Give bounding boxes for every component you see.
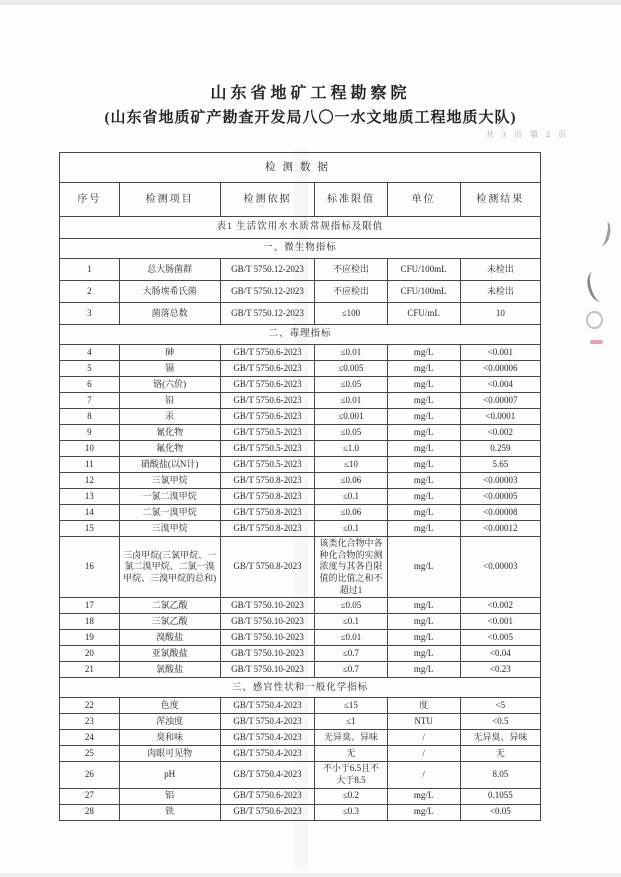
cell-item: 二氯乙酸 [119, 598, 220, 614]
cell-seq: 14 [60, 505, 120, 521]
cell-unit: mg/L [387, 361, 460, 377]
cell-result: <0.00007 [460, 393, 540, 409]
cell-seq: 10 [60, 441, 120, 457]
cell-seq: 5 [60, 361, 120, 377]
table-row [60, 281, 541, 303]
cell-seq: 2 [60, 281, 120, 303]
cell-result: <0.002 [460, 598, 540, 614]
cell-result: 10 [460, 303, 540, 325]
cell-unit: mg/L [387, 521, 460, 537]
cell-basis: GB/T 5750.6-2023 [220, 345, 315, 361]
cell-limit: ≤0.3 [315, 804, 387, 820]
table-row [60, 409, 541, 425]
cell-item: 镉 [119, 361, 220, 377]
table-row [60, 646, 541, 662]
cell-result: 0.1055 [460, 788, 540, 804]
cell-result: <0.002 [460, 425, 540, 441]
document-subtitle: (山东省地质矿产勘查开发局八〇一水文地质工程地质大队) [104, 110, 517, 126]
table-row [60, 598, 541, 614]
cell-seq: 8 [60, 409, 120, 425]
cell-unit: / [387, 746, 460, 762]
cell-seq: 3 [60, 303, 120, 325]
cell-basis: GB/T 5750.8-2023 [220, 537, 315, 598]
cell-result: <0.00003 [460, 537, 540, 598]
section-heading: 三、感官性状和一般化学指标 [60, 678, 541, 698]
cell-result: 无 [460, 746, 540, 762]
cell-limit: ≤0.05 [315, 377, 387, 393]
cell-result: <5 [460, 698, 540, 714]
table-row [60, 441, 541, 457]
cell-seq: 27 [60, 788, 120, 804]
cell-unit: mg/L [387, 804, 460, 820]
cell-unit: mg/L [387, 788, 460, 804]
cell-unit: mg/L [387, 409, 460, 425]
cell-basis: GB/T 5750.10-2023 [220, 630, 315, 646]
cell-seq: 13 [60, 489, 120, 505]
cell-limit: ≤10 [315, 457, 387, 473]
cell-item: 菌落总数 [119, 303, 220, 325]
cell-item: 砷 [119, 345, 220, 361]
cell-unit: mg/L [387, 614, 460, 630]
cell-item: 色度 [119, 698, 220, 714]
cell-item: 肉眼可见物 [119, 746, 220, 762]
cell-item: 溴酸盐 [119, 630, 220, 646]
cell-unit: mg/L [387, 425, 460, 441]
cell-seq: 23 [60, 714, 120, 730]
table-row [60, 788, 541, 804]
cell-item: 氰化物 [119, 425, 220, 441]
cell-limit: 该类化合物中各种化合物的实测浓度与其各自限值的比值之和不超过1 [315, 537, 387, 598]
cell-limit: ≤1 [315, 714, 387, 730]
cell-item: 氟化物 [119, 441, 220, 457]
cell-basis: GB/T 5750.5-2023 [220, 425, 315, 441]
cell-item: pH [119, 762, 220, 788]
cell-limit: ≤0.01 [315, 630, 387, 646]
cell-limit: 不应检出 [315, 281, 387, 303]
cell-basis: GB/T 5750.6-2023 [220, 804, 315, 820]
cell-limit: ≤0.001 [315, 409, 387, 425]
cell-basis: GB/T 5750.10-2023 [220, 598, 315, 614]
cell-limit: 无异臭、异味 [315, 730, 387, 746]
cell-item: 三氯乙酸 [119, 614, 220, 630]
cell-seq: 16 [60, 537, 120, 598]
cell-seq: 21 [60, 662, 120, 678]
cell-unit: mg/L [387, 457, 460, 473]
table-row [60, 425, 541, 441]
cell-limit: ≤1.0 [315, 441, 387, 457]
document-title: 山东省地矿工程勘察院 [210, 85, 411, 102]
cell-seq: 22 [60, 698, 120, 714]
cell-seq: 15 [60, 521, 120, 537]
cell-item: 汞 [119, 409, 220, 425]
cell-seq: 19 [60, 630, 120, 646]
cell-basis: GB/T 5750.4-2023 [220, 698, 315, 714]
table-row [60, 303, 541, 325]
cell-result: <0.5 [460, 714, 540, 730]
cell-limit: ≤0.05 [315, 425, 387, 441]
red-seal-fragment-icon [596, 220, 613, 247]
cell-limit: ≤0.05 [315, 598, 387, 614]
cell-unit: mg/L [387, 537, 460, 598]
cell-unit: mg/L [387, 662, 460, 678]
table-row [60, 537, 541, 598]
cell-item: 三溴甲烷 [119, 521, 220, 537]
table-row [60, 714, 541, 730]
cell-seq: 11 [60, 457, 120, 473]
table-row [60, 473, 541, 489]
cell-result: <0.001 [460, 345, 540, 361]
table-row [60, 377, 541, 393]
cell-unit: / [387, 762, 460, 788]
table-row [60, 345, 541, 361]
table-row [60, 361, 541, 377]
cell-basis: GB/T 5750.4-2023 [220, 762, 315, 788]
cell-item: 浑浊度 [119, 714, 220, 730]
cell-item: 二氯一溴甲烷 [119, 505, 220, 521]
cell-result: <0.05 [460, 804, 540, 820]
cell-unit: mg/L [387, 345, 460, 361]
cell-seq: 20 [60, 646, 120, 662]
cell-basis: GB/T 5750.12-2023 [220, 281, 315, 303]
cell-seq: 25 [60, 746, 120, 762]
cell-item: 三氯甲烷 [119, 473, 220, 489]
table-row [60, 457, 541, 473]
cell-basis: GB/T 5750.12-2023 [220, 303, 315, 325]
cell-item: 亚氯酸盐 [119, 646, 220, 662]
cell-basis: GB/T 5750.8-2023 [220, 489, 315, 505]
cell-result: <0.00005 [460, 489, 540, 505]
cell-basis: GB/T 5750.8-2023 [220, 505, 315, 521]
cell-limit: ≤0.005 [315, 361, 387, 377]
cell-result: 无异臭、异味 [460, 730, 540, 746]
cell-limit: 不应检出 [315, 259, 387, 281]
section-heading-row [60, 239, 541, 259]
table-row [60, 521, 541, 537]
cell-unit: 度 [387, 698, 460, 714]
cell-seq: 1 [60, 259, 120, 281]
cell-item: 氯酸盐 [119, 662, 220, 678]
cell-seq: 17 [60, 598, 120, 614]
table-row [60, 746, 541, 762]
cell-result: <0.23 [460, 662, 540, 678]
cell-limit: ≤0.1 [315, 614, 387, 630]
cell-limit: 无 [315, 746, 387, 762]
cell-unit: CFU/100mL [387, 281, 460, 303]
cell-basis: GB/T 5750.4-2023 [220, 730, 315, 746]
cell-basis: GB/T 5750.4-2023 [220, 746, 315, 762]
cell-seq: 28 [60, 804, 120, 820]
cell-result: <0.005 [460, 630, 540, 646]
cell-unit: / [387, 730, 460, 746]
section-heading-row [60, 325, 541, 345]
red-seal-fragment-icon [584, 269, 610, 304]
cell-item: 铁 [119, 804, 220, 820]
col-header-basis: 检测依据 [220, 183, 315, 217]
cell-basis: GB/T 5750.8-2023 [220, 473, 315, 489]
cell-result: <0.0001 [460, 409, 540, 425]
table-row [60, 804, 541, 820]
cell-item: 铝 [119, 788, 220, 804]
col-header-item: 检测项目 [119, 183, 220, 217]
table-row [60, 662, 541, 678]
cell-seq: 12 [60, 473, 120, 489]
cell-item: 三卤甲烷(三氯甲烷、一氯二溴甲烷、二氯一溴甲烷、三溴甲烷的总和) [119, 537, 220, 598]
section-heading-row [60, 678, 541, 698]
cell-limit: ≤0.06 [315, 505, 387, 521]
cell-basis: GB/T 5750.6-2023 [220, 361, 315, 377]
cell-seq: 18 [60, 614, 120, 630]
cell-result: <0.04 [460, 646, 540, 662]
cell-basis: GB/T 5750.8-2023 [220, 521, 315, 537]
cell-basis: GB/T 5750.5-2023 [220, 457, 315, 473]
cell-unit: mg/L [387, 505, 460, 521]
cell-result: <0.001 [460, 614, 540, 630]
cell-result: 未检出 [460, 281, 540, 303]
cell-item: 大肠埃希氏菌 [119, 281, 220, 303]
table-caption: 检测数据 [60, 153, 541, 183]
cell-basis: GB/T 5750.4-2023 [220, 714, 315, 730]
test-data-table [59, 152, 541, 821]
table-row [60, 730, 541, 746]
col-header-seq: 序号 [60, 183, 120, 217]
cell-unit: NTU [387, 714, 460, 730]
cell-limit: ≤100 [315, 303, 387, 325]
cell-basis: GB/T 5750.10-2023 [220, 614, 315, 630]
cell-result: <0.004 [460, 377, 540, 393]
cell-limit: ≤15 [315, 698, 387, 714]
cell-seq: 26 [60, 762, 120, 788]
cell-limit: ≤0.1 [315, 521, 387, 537]
cell-limit: ≤0.1 [315, 489, 387, 505]
cell-item: 铅 [119, 393, 220, 409]
cell-result: 8.05 [460, 762, 540, 788]
cell-unit: mg/L [387, 393, 460, 409]
cell-result: <0.00006 [460, 361, 540, 377]
section-heading: 二、毒理指标 [60, 325, 541, 345]
cell-basis: GB/T 5750.12-2023 [220, 259, 315, 281]
cell-basis: GB/T 5750.10-2023 [220, 646, 315, 662]
cell-limit: ≤0.7 [315, 662, 387, 678]
cell-seq: 9 [60, 425, 120, 441]
cell-unit: mg/L [387, 630, 460, 646]
cell-basis: GB/T 5750.10-2023 [220, 662, 315, 678]
scan-edge-top [0, 0, 621, 5]
cell-seq: 7 [60, 393, 120, 409]
cell-item: 总大肠菌群 [119, 259, 220, 281]
section-heading: 一、微生物指标 [60, 239, 541, 259]
table-subtitle-row [60, 217, 541, 239]
cell-result: 0.259 [460, 441, 540, 457]
cell-seq: 6 [60, 377, 120, 393]
cell-unit: mg/L [387, 598, 460, 614]
cell-unit: mg/L [387, 646, 460, 662]
cell-result: <0.00008 [460, 505, 540, 521]
cell-basis: GB/T 5750.6-2023 [220, 377, 315, 393]
table-row [60, 762, 541, 788]
cell-unit: mg/L [387, 377, 460, 393]
scan-edge-bottom [0, 873, 621, 877]
table-row [60, 505, 541, 521]
cell-unit: mg/L [387, 489, 460, 505]
cell-basis: GB/T 5750.6-2023 [220, 409, 315, 425]
cell-item: 铬(六价) [119, 377, 220, 393]
col-header-unit: 单位 [387, 183, 460, 217]
cell-unit: CFU/mL [387, 303, 460, 325]
table-row [60, 698, 541, 714]
document-header [0, 80, 621, 127]
cell-seq: 24 [60, 730, 120, 746]
table-row [60, 630, 541, 646]
table-caption-row [60, 153, 541, 183]
cell-unit: mg/L [387, 473, 460, 489]
red-seal-fragment-icon [590, 340, 603, 344]
table-row [60, 259, 541, 281]
cell-limit: ≤0.06 [315, 473, 387, 489]
cell-basis: GB/T 5750.6-2023 [220, 788, 315, 804]
cell-result: 未检出 [460, 259, 540, 281]
cell-basis: GB/T 5750.6-2023 [220, 393, 315, 409]
cell-result: <0.00012 [460, 521, 540, 537]
cell-limit: ≤0.7 [315, 646, 387, 662]
cell-result: <0.00003 [460, 473, 540, 489]
table-subtitle: 表1 生活饮用水水质常规指标及限值 [60, 217, 541, 239]
col-header-limit: 标准限值 [315, 183, 387, 217]
column-header-row [60, 183, 541, 217]
cell-limit: 不小于6.5且不大于8.5 [315, 762, 387, 788]
cell-item: 臭和味 [119, 730, 220, 746]
cell-limit: ≤0.2 [315, 788, 387, 804]
cell-unit: CFU/100mL [387, 259, 460, 281]
page-number-marker: 共 3 页 第 2 页 [486, 130, 569, 139]
cell-result: 5.65 [460, 457, 540, 473]
col-header-result: 检测结果 [460, 183, 540, 217]
table-row [60, 614, 541, 630]
cell-item: 硝酸盐(以N计) [119, 457, 220, 473]
cell-unit: mg/L [387, 441, 460, 457]
cell-limit: ≤0.01 [315, 393, 387, 409]
cell-basis: GB/T 5750.5-2023 [220, 441, 315, 457]
red-seal-fragment-icon [586, 311, 603, 329]
cell-item: 一氯二溴甲烷 [119, 489, 220, 505]
cell-limit: ≤0.01 [315, 345, 387, 361]
table-row [60, 489, 541, 505]
cell-seq: 4 [60, 345, 120, 361]
table-row [60, 393, 541, 409]
